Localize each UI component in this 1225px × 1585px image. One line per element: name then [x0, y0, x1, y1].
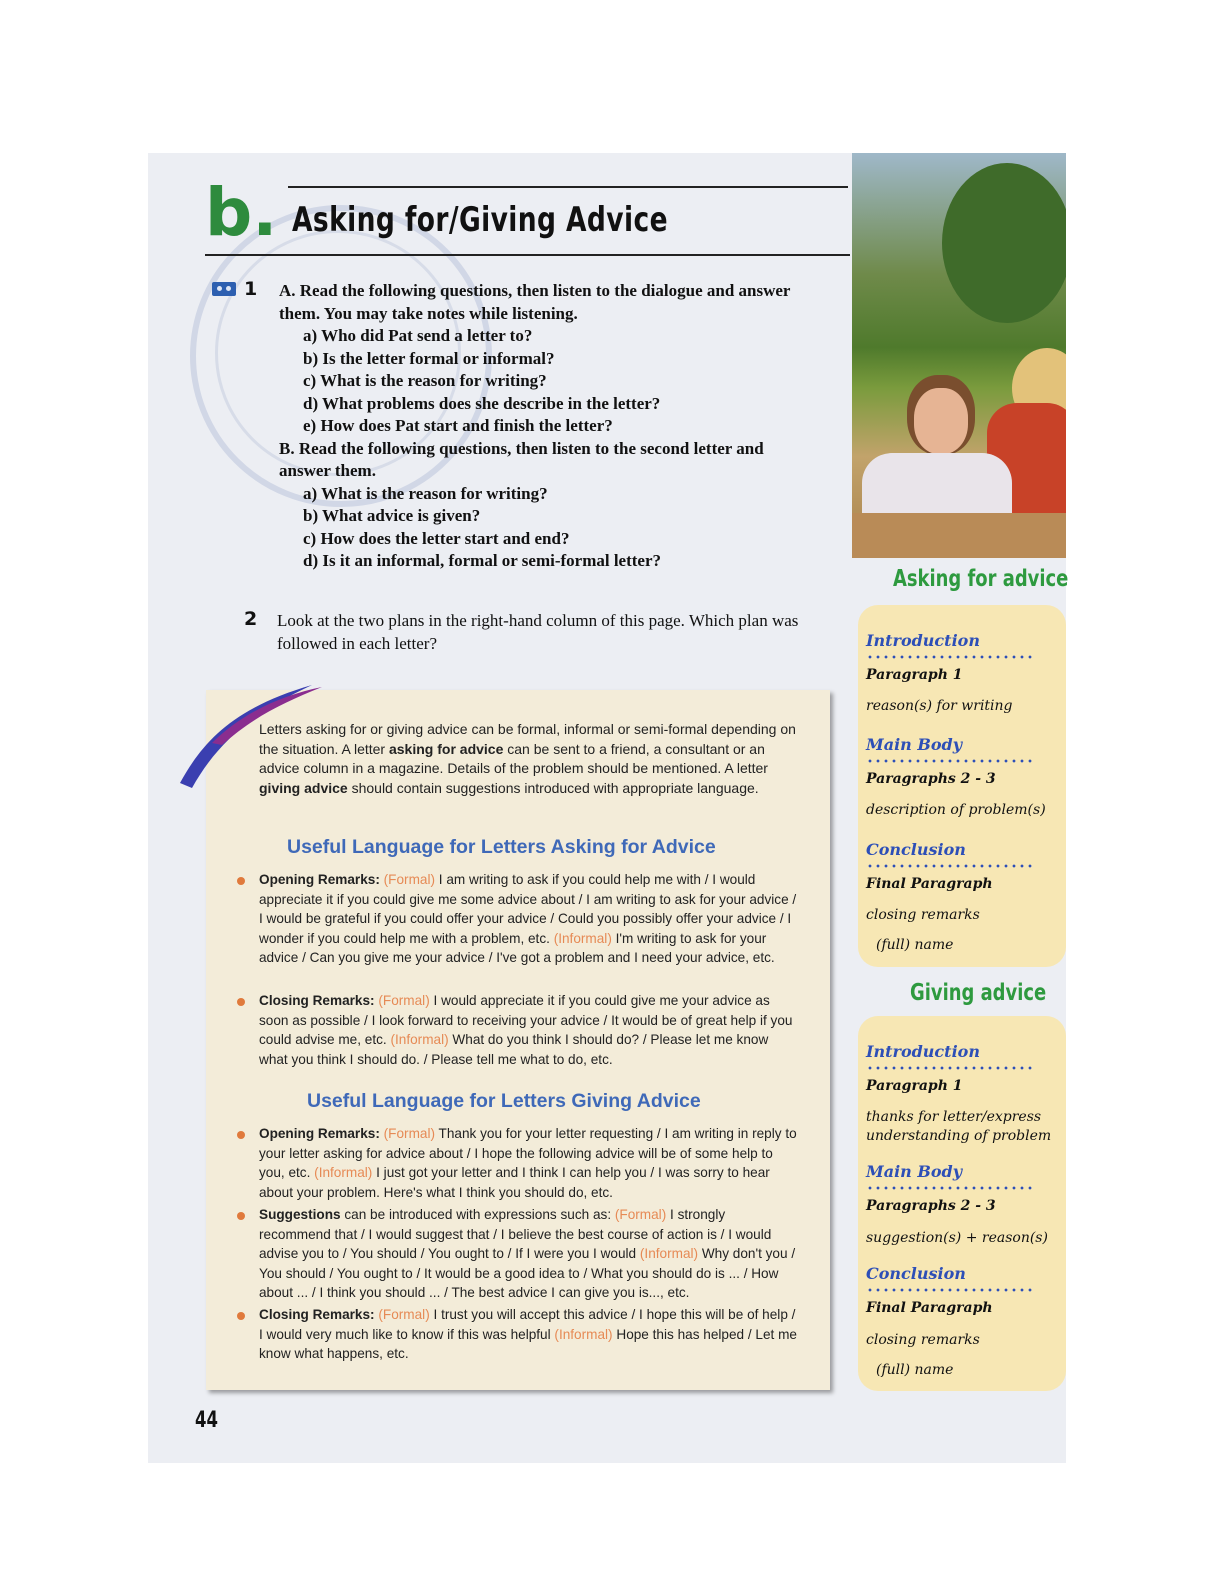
giving-closing-remarks: Closing Remarks: (Formal) I trust you will accept this advice / I hope this will be of help / I would very much like to know if this was helpful (Informal) Hope this has helped / Let me know what happens, etc. — [259, 1307, 797, 1362]
section-title: Asking for/Giving Advice — [292, 200, 668, 240]
plan-description: (full) name — [876, 937, 954, 953]
bullet-icon — [237, 1212, 245, 1220]
q1b-item: c) How does the letter start and end? — [303, 528, 570, 548]
plan-paragraph: Final Paragraph — [866, 1300, 993, 1316]
useful-language-box — [206, 690, 830, 1390]
plan-description: reason(s) for writing — [866, 698, 1013, 714]
plan-asking — [858, 605, 1066, 967]
box-intro-text: Letters asking for or giving advice can be formal, informal or semi-formal depending on the situation. A letter asking for advice can be sent to a friend, a consultant or an advice column in a magazine. Details of the problem should be mentioned. A letter giving advice should contain suggestions introduced with appropriate language. — [259, 721, 796, 796]
giving-opening-remarks: Opening Remarks: (Formal) Thank you for your letter requesting / I am writing in reply to your letter asking for advice about / I hope the following advice will be of some help to you, etc. (Informal) I just got your letter and I think I can help you / I was sorry to hear about your problem. Here's what I think you should do, etc. — [259, 1126, 797, 1200]
q1a-item: d) What problems does she describe in the letter? — [303, 393, 661, 413]
cassette-icon — [212, 282, 236, 296]
plan-introduction: Introduction — [866, 1042, 980, 1061]
question-2-text: Look at the two plans in the right-hand column of this page. Which plan was followed in each letter? — [277, 611, 799, 653]
dotted-rule — [866, 864, 1036, 868]
bullet-icon — [237, 1131, 245, 1139]
q1a-item: e) How does Pat start and finish the letter? — [303, 416, 613, 435]
suggestions: Suggestions can be introduced with expressions such as: (Formal) I strongly recommend that / I would suggest that / I believe the best course of action is / I would advise you to / You should / You ought to / If I were you I would (Informal) Why don't you / You should / You ought to / It would be a good idea to / What you should do is ... / How about ... / I think you should ... / The best advice I can give you is..., etc. — [259, 1207, 796, 1301]
plan-giving — [858, 1016, 1066, 1391]
title-rule-top — [288, 186, 848, 188]
bullet-icon — [237, 1312, 245, 1320]
plan-description: thanks for letter/express — [866, 1109, 1042, 1125]
plan-paragraph: Paragraph 1 — [866, 667, 963, 683]
heading-giving-language: Useful Language for Letters Giving Advice — [307, 1090, 701, 1112]
asking-closing-remarks: Closing Remarks: (Formal) I would appreciate it if you could give me your advice as soon as possible / I look forward to receiving your advice / It would be of great help if you could advise me, etc. (Informal) What do you think I should do? / Please let me know what you think I should do. / Please tell me what to do, etc. — [259, 993, 793, 1067]
plan-description: description of problem(s) — [866, 802, 1046, 818]
q1a-item: c) What is the reason for writing? — [303, 371, 547, 390]
plan-main-body: Main Body — [866, 735, 963, 754]
title-rule-bottom — [205, 254, 850, 256]
question-1b-text: B. Read the following questions, then listen to the second letter and answer them. — [279, 438, 764, 480]
bullet-icon — [237, 877, 245, 885]
plan-description: suggestion(s) + reason(s) — [866, 1230, 1048, 1246]
plan-conclusion: Conclusion — [866, 840, 966, 859]
plan-paragraph: Paragraph 1 — [866, 1078, 963, 1094]
q1b-item: d) Is it an informal, formal or semi-formal letter? — [303, 551, 662, 570]
question-1-number: 1 — [244, 278, 258, 300]
section-letter: b. — [205, 174, 278, 251]
bullet-icon — [237, 998, 245, 1006]
heading-asking-language: Useful Language for Letters Asking for Advice — [287, 836, 716, 858]
dotted-rule — [866, 1186, 1036, 1190]
plan-introduction: Introduction — [866, 631, 980, 650]
dotted-rule — [866, 1066, 1036, 1070]
plan-main-body: Main Body — [866, 1162, 963, 1181]
plan-paragraph: Final Paragraph — [866, 876, 993, 892]
plan-asking-title: Asking for advice — [893, 566, 1069, 592]
dotted-rule — [866, 759, 1036, 763]
q1b-item: b) What advice is given? — [303, 506, 481, 525]
plan-description: understanding of problem — [866, 1128, 1052, 1144]
asking-opening-remarks: Opening Remarks: (Formal) I am writing to ask if you could help me with / I would appreciate it if you could give me some advice about / I am writing to ask for your advice / I would be grateful if you could offer your advice / Could you possibly offer your advice / I wonder if you could help me with a problem, etc. (Informal) I'm writing to ask for your advice / Can you give me your advice / I've got a problem and I need your advice, etc. — [259, 872, 797, 966]
plan-paragraph: Paragraphs 2 - 3 — [866, 771, 996, 787]
dotted-rule — [866, 655, 1036, 659]
page-number: 44 — [195, 1408, 218, 1433]
question-1 — [279, 280, 799, 573]
q1a-item: b) Is the letter formal or informal? — [303, 348, 555, 368]
plan-description: (full) name — [876, 1362, 954, 1378]
plan-conclusion: Conclusion — [866, 1264, 966, 1283]
question-1a-text: A. Read the following questions, then listen to the dialogue and answer them. You may take notes while listening. — [279, 281, 791, 323]
brush-stroke-icon — [172, 683, 332, 793]
question-2-number: 2 — [244, 608, 258, 630]
plan-giving-title: Giving advice — [910, 980, 1047, 1006]
q1a-item: a) Who did Pat send a letter to? — [303, 326, 533, 345]
plan-paragraph: Paragraphs 2 - 3 — [866, 1198, 996, 1214]
plan-description: closing remarks — [866, 1332, 980, 1348]
dotted-rule — [866, 1288, 1036, 1292]
photo-mother-daughter — [852, 153, 1066, 558]
plan-description: closing remarks — [866, 907, 980, 923]
q1b-item: a) What is the reason for writing? — [303, 483, 548, 503]
